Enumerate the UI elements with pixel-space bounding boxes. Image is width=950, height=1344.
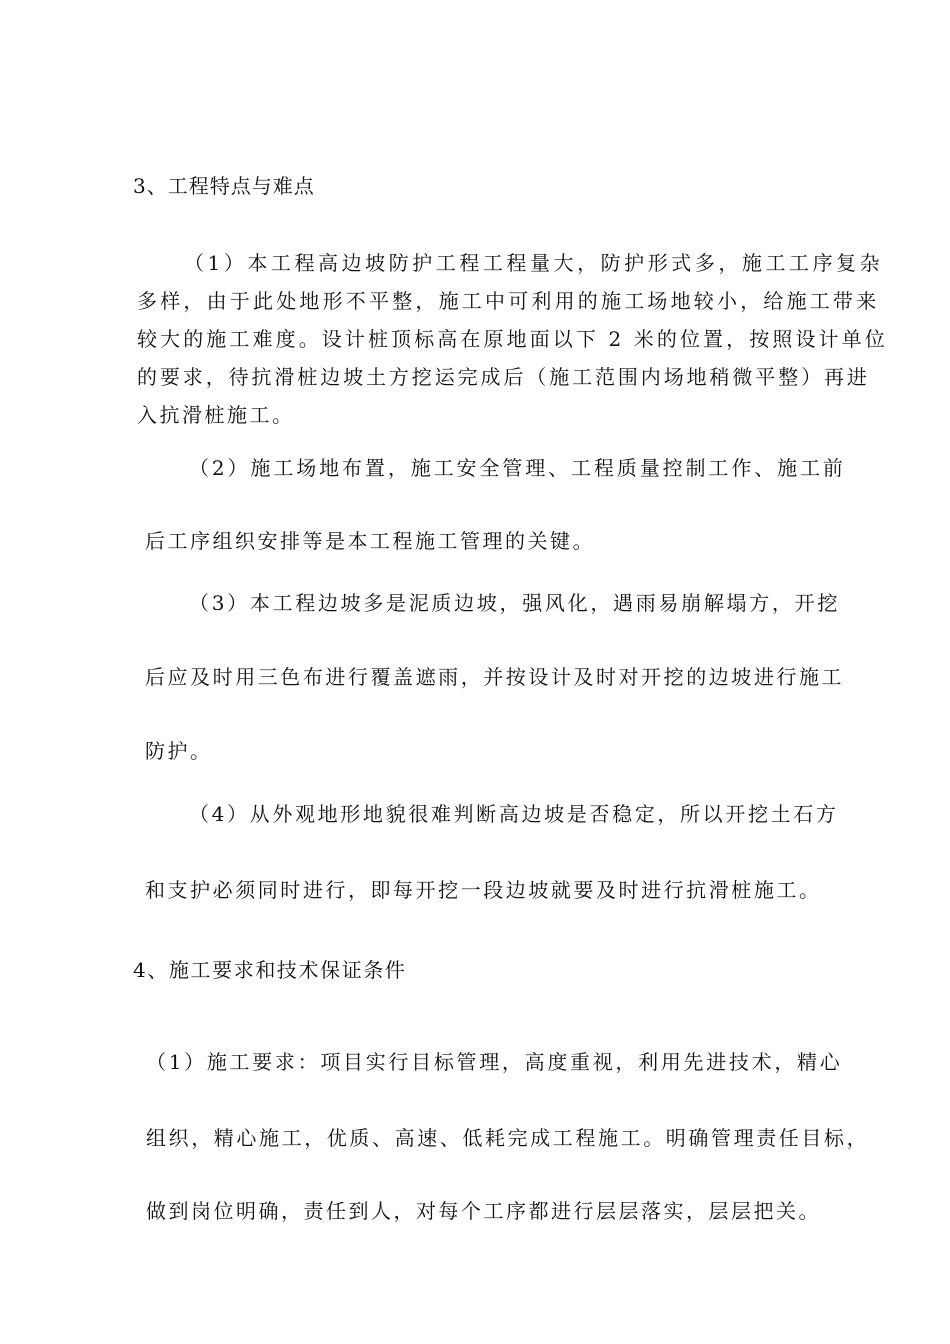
text-line: 后应及时用三色布进行覆盖遮雨，并按设计及时对开挖的边坡进行施工 bbox=[145, 665, 845, 689]
text-line: 组织，精心施工，优质、高速、低耗完成工程施工。明确管理责任目标， bbox=[146, 1126, 870, 1150]
section-heading-4: 4、施工要求和技术保证条件 bbox=[133, 958, 407, 982]
text-line: 和支护必须同时进行，即每开挖一段边坡就要及时进行抗滑桩施工。 bbox=[145, 878, 822, 902]
text-line: （1）施工要求：项目实行目标管理，高度重视，利用先进技术，精心 bbox=[146, 1050, 843, 1074]
section-heading-3: 3、工程特点与难点 bbox=[133, 174, 315, 198]
text-line: 的要求，待抗滑桩边坡土方挖运完成后（施工范围内场地稍微平整）再进 bbox=[137, 365, 870, 389]
text-line: 防护。 bbox=[145, 739, 213, 763]
text-line: 多样，由于此处地形不平整，施工中可利用的施工场地较小，给施工带来 bbox=[137, 289, 880, 313]
text-line: （2）施工场地布置，施工安全管理、工程质量控制工作、施工前 bbox=[189, 456, 846, 480]
text-line: 入抗滑桩施工。 bbox=[137, 403, 295, 427]
text-line: 后工序组织安排等是本工程施工管理的关键。 bbox=[145, 529, 595, 553]
text-line: （1）本工程高边坡防护工程工程量大，防护形式多，施工工序复杂 bbox=[184, 251, 884, 275]
text-line: 较大的施工难度。设计桩顶标高在原地面以下 2 米的位置，按照设计单位 bbox=[137, 327, 888, 351]
text-line: 做到岗位明确，责任到人，对每个工序都进行层层落实，层层把关。 bbox=[146, 1199, 821, 1223]
text-line: （3）本工程边坡多是泥质边坡，强风化，遇雨易崩解塌方，开挖 bbox=[189, 591, 841, 615]
text-line: （4）从外观地形地貌很难判断高边坡是否稳定，所以开挖土石方 bbox=[189, 802, 839, 826]
